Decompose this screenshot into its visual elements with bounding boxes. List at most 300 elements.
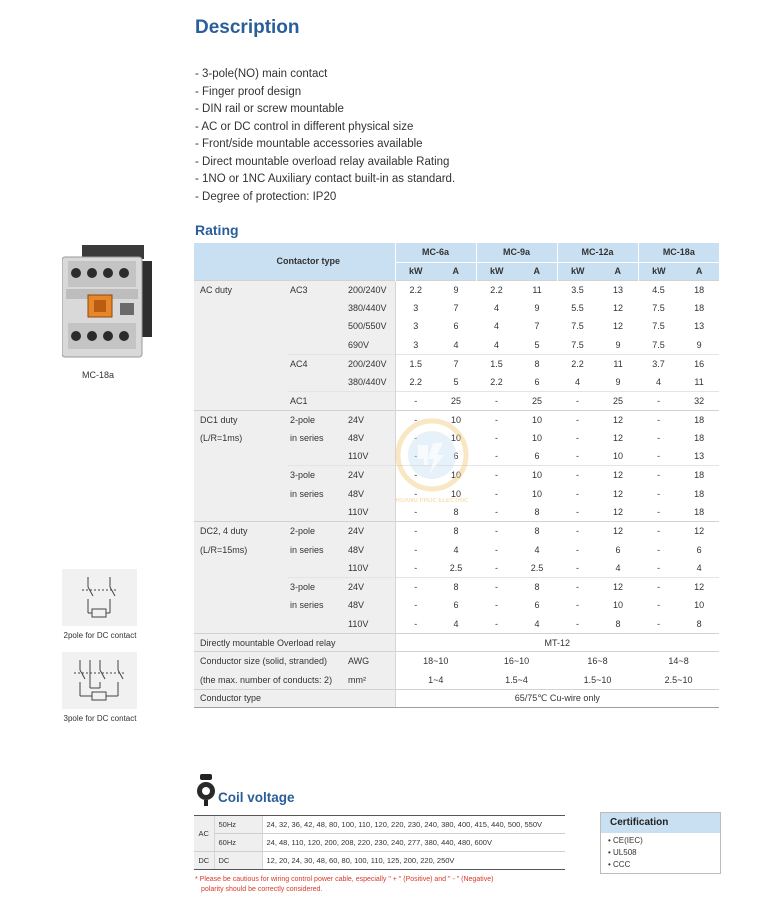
rating-value-cell: - [576, 433, 580, 444]
rating-value-cell: 2.2 [476, 280, 517, 299]
rating-value-cell: 4 [494, 339, 500, 350]
unit-a-header: A [517, 262, 557, 280]
conductor-size-value: 16~10 [476, 652, 557, 671]
rating-value-cell: 3 [395, 299, 436, 318]
rating-value-cell: - [395, 522, 436, 541]
certification-item: • UL508 [608, 848, 637, 857]
rating-value-cell: - [495, 488, 499, 499]
description-item: - Degree of protection: IP20 [195, 190, 337, 203]
category-cell: in series [288, 540, 346, 559]
conductor-size-label: Conductor size (solid, stranded) [194, 652, 346, 671]
rating-value-cell: 18 [694, 488, 705, 499]
description-item: - 3-pole(NO) main contact [195, 68, 328, 80]
rating-value-cell: 12 [613, 433, 624, 444]
rating-value-cell: - [657, 600, 661, 611]
voltage-cell: 24V [346, 578, 395, 597]
rating-value-cell: 7 [436, 354, 476, 373]
rating-row [194, 299, 719, 318]
description-list [195, 66, 455, 206]
conductor-type-label: Conductor type [194, 689, 395, 708]
rating-value-cell: 8 [453, 507, 459, 518]
caution-line: * Please be cautious for wiring control power cable, especially " + " (Positive) and " - " (Negative) [195, 876, 494, 883]
category-cell [288, 503, 346, 522]
rating-value-cell: - [395, 392, 436, 411]
caution-line: polarity should be correctly considered. [201, 885, 323, 893]
rating-value-cell: 5 [453, 377, 459, 388]
rating-value-cell: 4 [494, 321, 500, 332]
duty-cell [194, 466, 288, 485]
rating-value-cell: - [495, 451, 499, 462]
rating-value-cell: - [495, 507, 499, 518]
description-title: Description [195, 17, 300, 38]
voltage-cell: 48V [346, 429, 395, 448]
rating-value-cell: 8 [436, 522, 476, 541]
rating-value-cell: - [557, 410, 598, 429]
rating-row [194, 596, 719, 615]
rating-value-cell: 18 [679, 466, 719, 485]
rating-value-cell: - [395, 540, 436, 559]
rating-value-cell: 12 [679, 578, 719, 597]
rating-value-cell: - [557, 392, 598, 411]
unit-kw-header: kW [557, 262, 598, 280]
voltage-cell: 110V [346, 615, 395, 634]
rating-value-cell: 13 [694, 321, 705, 332]
rating-row [194, 410, 719, 429]
rating-value-cell: 11 [598, 354, 638, 373]
duty-cell [194, 559, 288, 578]
rating-value-cell: 6 [453, 451, 459, 462]
rating-value-cell: 2.2 [395, 280, 436, 299]
rating-value-cell: - [476, 522, 517, 541]
rating-row [194, 466, 719, 485]
rating-value-cell: 11 [517, 280, 557, 299]
rating-value-cell: 10 [517, 466, 557, 485]
rating-value-cell: - [657, 507, 661, 518]
rating-value-cell: 10 [613, 600, 624, 611]
rating-value-cell: - [476, 392, 517, 411]
rating-value-cell: - [395, 596, 436, 615]
duty-cell [194, 336, 288, 355]
rating-value-cell: 4 [696, 562, 702, 573]
rating-value-cell: - [495, 618, 499, 629]
rating-value-cell: - [576, 618, 580, 629]
rating-value-cell: 12 [613, 488, 624, 499]
rating-value-cell: - [657, 433, 661, 444]
category-cell [288, 317, 346, 336]
coil-frequency: DC [214, 852, 262, 870]
rating-value-cell: 12 [613, 302, 624, 313]
rating-value-cell: - [395, 503, 436, 522]
coil-row [194, 834, 565, 852]
category-cell: in series [288, 485, 346, 504]
rating-value-cell: 11 [694, 377, 704, 388]
rating-row [194, 429, 719, 448]
rating-value-cell: 7.5 [652, 302, 665, 313]
voltage-cell: 380/440V [346, 373, 395, 392]
voltage-cell: 48V [346, 540, 395, 559]
rating-value-cell: - [657, 618, 661, 629]
conductor-size-mm2-row [194, 670, 719, 689]
rating-value-cell: 4 [494, 302, 500, 313]
voltage-cell: 24V [346, 410, 395, 429]
category-cell: AC3 [288, 280, 346, 299]
duty-cell: AC duty [194, 280, 288, 299]
conductor-size-value: 14~8 [638, 652, 719, 671]
rating-title: Rating [195, 222, 239, 238]
rating-value-cell: 18 [694, 302, 705, 313]
conductor-type-row [194, 689, 719, 708]
rating-row [194, 373, 719, 392]
voltage-cell: 24V [346, 466, 395, 485]
rating-value-cell: - [395, 559, 436, 578]
rating-value-cell: 4 [615, 562, 621, 573]
rating-value-cell: 2.2 [557, 354, 598, 373]
rating-value-cell: - [638, 410, 679, 429]
rating-value-cell: - [395, 447, 436, 466]
coil-voltages: 12, 20, 24, 30, 48, 60, 80, 100, 110, 125, 200, 220, 250V [262, 852, 565, 870]
rating-value-cell: 3 [395, 317, 436, 336]
rating-value-cell: 16 [679, 354, 719, 373]
rating-value-cell: 9 [615, 377, 621, 388]
rating-value-cell: 25 [436, 392, 476, 411]
model-header: MC-6a [395, 243, 476, 262]
rating-value-cell: 6 [534, 377, 540, 388]
rating-value-cell: - [476, 466, 517, 485]
rating-value-cell: 2.2 [395, 373, 436, 392]
rating-value-cell: 7.5 [571, 339, 584, 350]
category-cell: 3-pole [288, 466, 346, 485]
rating-value-cell: 6 [534, 600, 540, 611]
category-cell: 2-pole [288, 410, 346, 429]
rating-value-cell: 4 [575, 377, 581, 388]
rating-value-cell: - [557, 578, 598, 597]
coil-voltage-table [194, 815, 565, 870]
rating-row [194, 447, 719, 466]
rating-row [194, 317, 719, 336]
category-cell [288, 615, 346, 634]
rating-value-cell: 25 [517, 392, 557, 411]
rating-value-cell: 18 [694, 507, 705, 518]
rating-row [194, 615, 719, 634]
contactor-type-header: Contactor type [194, 243, 395, 280]
model-header: MC-12a [557, 243, 638, 262]
rating-value-cell: - [495, 562, 499, 573]
conductor-size-unit: mm² [346, 670, 395, 689]
coil-voltage-title: Coil voltage [218, 790, 295, 805]
voltage-cell: 110V [346, 447, 395, 466]
overload-relay-value: MT-12 [395, 633, 719, 652]
rating-value-cell: 5.5 [571, 302, 584, 313]
unit-a-header: A [679, 262, 719, 280]
rating-value-cell: 1.5 [476, 354, 517, 373]
rating-value-cell: 7.5 [652, 321, 665, 332]
duty-cell [194, 578, 288, 597]
watermark-text: HOANG PHUC ELECTRIC [395, 498, 469, 504]
category-cell: in series [288, 596, 346, 615]
rating-value-cell: - [557, 522, 598, 541]
coil-icon [195, 773, 217, 807]
rating-value-cell: 8 [534, 507, 540, 518]
rating-value-cell: - [495, 600, 499, 611]
category-cell [288, 373, 346, 392]
rating-value-cell: 9 [696, 339, 702, 350]
rating-value-cell: - [395, 466, 436, 485]
category-cell: in series [288, 429, 346, 448]
rating-value-cell: 12 [598, 410, 638, 429]
voltage-cell: 380/440V [346, 299, 395, 318]
rating-value-cell: 10 [694, 600, 705, 611]
rating-header-row [194, 243, 719, 262]
rating-value-cell: 4 [534, 544, 540, 555]
rating-table [194, 243, 719, 708]
rating-value-cell: 4 [534, 618, 540, 629]
rating-value-cell: 10 [613, 451, 624, 462]
conductor-size-value: 1.5~4 [505, 674, 528, 685]
rating-value-cell: 18 [694, 433, 705, 444]
duty-cell: (L/R=15ms) [194, 540, 288, 559]
diagram-caption-2pole: 2pole for DC contact [63, 631, 137, 640]
category-cell [288, 559, 346, 578]
rating-value-cell: 4 [656, 377, 662, 388]
duty-cell: DC1 duty [194, 410, 288, 429]
rating-value-cell: - [657, 488, 661, 499]
duty-cell [194, 503, 288, 522]
category-cell: 3-pole [288, 578, 346, 597]
rating-value-cell: - [576, 507, 580, 518]
description-item: - Finger proof design [195, 85, 302, 98]
rating-value-cell: 18 [679, 280, 719, 299]
model-header: MC-9a [476, 243, 557, 262]
description-item: - AC or DC control in different physical size [195, 120, 414, 133]
duty-cell [194, 373, 288, 392]
rating-value-cell: 10 [451, 488, 462, 499]
conductor-size-value: 1~4 [395, 670, 476, 689]
rating-value-cell: - [576, 600, 580, 611]
rating-value-cell: 9 [615, 339, 621, 350]
category-cell [288, 336, 346, 355]
overload-relay-row [194, 633, 719, 652]
rating-value-cell: 13 [694, 451, 705, 462]
rating-row [194, 559, 719, 578]
rating-value-cell: 6 [453, 600, 459, 611]
rating-row [194, 522, 719, 541]
rating-value-cell: - [638, 392, 679, 411]
duty-cell: DC2, 4 duty [194, 522, 288, 541]
rating-row [194, 392, 719, 411]
rating-value-cell: 12 [679, 522, 719, 541]
voltage-cell: 24V [346, 522, 395, 541]
rating-value-cell: 18 [679, 410, 719, 429]
certification-item: • CCC [608, 860, 631, 869]
wiring-caution-note [195, 875, 493, 894]
duty-cell [194, 596, 288, 615]
rating-value-cell: 6 [534, 451, 540, 462]
rating-value-cell: 3 [395, 336, 436, 355]
rating-value-cell: 13 [598, 280, 638, 299]
rating-value-cell: - [576, 488, 580, 499]
coil-row [194, 816, 565, 834]
rating-value-cell: - [576, 451, 580, 462]
rating-value-cell: 32 [679, 392, 719, 411]
product-photo-caption: MC-18a [81, 370, 114, 380]
rating-value-cell: 12 [598, 578, 638, 597]
duty-cell [194, 317, 288, 336]
certification-title: Certification [601, 813, 720, 833]
contactor-product-image [62, 243, 154, 361]
rating-row [194, 354, 719, 373]
conductor-size-value: 1.5~10 [583, 674, 612, 685]
rating-value-cell: - [638, 522, 679, 541]
rating-value-cell: 10 [532, 488, 543, 499]
description-item: - 1NO or 1NC Auxiliary contact built-in as standard. [195, 173, 456, 185]
rating-row [194, 280, 719, 299]
rating-value-cell: 8 [517, 522, 557, 541]
rating-value-cell: 4 [453, 339, 459, 350]
certification-list [601, 833, 720, 871]
voltage-cell: 200/240V [346, 280, 395, 299]
rating-value-cell: 6 [615, 544, 621, 555]
rating-value-cell: 8 [436, 578, 476, 597]
conductor-size-value: 2.5~10 [664, 674, 693, 685]
diagram-caption-3pole: 3pole for DC contact [63, 714, 137, 723]
rating-value-cell: - [395, 429, 436, 448]
rating-value-cell: - [395, 410, 436, 429]
rating-value-cell: 4.5 [638, 280, 679, 299]
rating-value-cell: 8 [696, 618, 702, 629]
rating-value-cell: 10 [436, 410, 476, 429]
coil-row [194, 852, 565, 870]
duty-cell [194, 392, 288, 411]
coil-group-ac: AC [194, 816, 214, 852]
rating-value-cell: 2.5 [530, 562, 544, 573]
rating-value-cell: 12 [613, 507, 624, 518]
description-item: - Direct mountable overload relay available Rating [195, 155, 450, 168]
voltage-cell: 48V [346, 596, 395, 615]
rating-value-cell: - [495, 544, 499, 555]
duty-cell [194, 447, 288, 466]
rating-value-cell: - [657, 544, 661, 555]
voltage-cell: 110V [346, 559, 395, 578]
rating-value-cell: - [476, 410, 517, 429]
rating-value-cell: 3.5 [557, 280, 598, 299]
rating-row [194, 336, 719, 355]
rating-value-cell: - [576, 544, 580, 555]
rating-value-cell: - [638, 466, 679, 485]
rating-value-cell: - [657, 451, 661, 462]
voltage-cell: 48V [346, 485, 395, 504]
rating-value-cell: 8 [517, 578, 557, 597]
rating-value-cell: - [495, 433, 499, 444]
rating-value-cell: 12 [613, 321, 624, 332]
voltage-cell: 110V [346, 503, 395, 522]
coil-voltages: 24, 32, 36, 42, 48, 80, 100, 110, 120, 220, 230, 240, 380, 400, 415, 440, 500, 550V [262, 816, 565, 834]
coil-voltages: 24, 48, 110, 120, 200, 208, 220, 230, 240, 277, 380, 440, 480, 600V [262, 834, 565, 852]
rating-value-cell: - [657, 562, 661, 573]
category-cell: AC4 [288, 354, 346, 373]
rating-value-cell: 12 [598, 466, 638, 485]
conductor-size-awg-row [194, 652, 719, 671]
rating-row [194, 578, 719, 597]
rating-value-cell: 2.5 [449, 562, 463, 573]
rating-row [194, 540, 719, 559]
conductor-size-value: 16~8 [557, 652, 638, 671]
rating-value-cell: 10 [436, 466, 476, 485]
rating-value-cell: 9 [534, 302, 540, 313]
conductor-size-value: 18~10 [395, 652, 476, 671]
category-cell: AC1 [288, 392, 346, 411]
rating-value-cell: 10 [451, 433, 462, 444]
rating-value-cell: 6 [453, 321, 459, 332]
rating-row [194, 503, 719, 522]
rating-value-cell: 6 [696, 544, 702, 555]
conductor-size-note: (the max. number of conducts: 2) [194, 670, 346, 689]
unit-kw-header: kW [395, 262, 436, 280]
rating-value-cell: 8 [615, 618, 621, 629]
rating-value-cell: - [638, 578, 679, 597]
description-item: - DIN rail or screw mountable [195, 103, 344, 115]
rating-value-cell: 7.5 [652, 339, 665, 350]
duty-cell [194, 615, 288, 634]
rating-value-cell: 10 [517, 410, 557, 429]
unit-kw-header: kW [638, 262, 679, 280]
rating-value-cell: 10 [532, 433, 543, 444]
rating-value-cell: 4 [453, 618, 459, 629]
certification-item: • CE(IEC) [608, 836, 643, 845]
overload-relay-label: Directly mountable Overload relay [194, 633, 395, 652]
model-header: MC-18a [638, 243, 719, 262]
rating-value-cell: 9 [436, 280, 476, 299]
rating-value-cell: - [576, 562, 580, 573]
rating-value-cell: 4 [453, 544, 459, 555]
duty-cell [194, 354, 288, 373]
description-item: - Front/side mountable accessories available [195, 138, 423, 150]
conductor-size-unit: AWG [346, 652, 395, 671]
rating-value-cell: - [395, 578, 436, 597]
conductor-type-value: 65/75℃ Cu-wire only [395, 689, 719, 708]
voltage-cell: 690V [346, 336, 395, 355]
rating-value-cell: 8 [517, 354, 557, 373]
certification-box [600, 812, 721, 874]
coil-frequency: 50Hz [214, 816, 262, 834]
rating-value-cell: 12 [598, 522, 638, 541]
rating-value-cell: 7.5 [571, 321, 584, 332]
rating-value-cell: 7 [534, 321, 540, 332]
rating-value-cell: - [557, 466, 598, 485]
3pole-dc-wiring-diagram [62, 652, 137, 709]
rating-value-cell: 3.7 [638, 354, 679, 373]
category-cell: 2-pole [288, 522, 346, 541]
rating-value-cell: 5 [534, 339, 540, 350]
coil-group-dc: DC [194, 852, 214, 870]
duty-cell: (L/R=1ms) [194, 429, 288, 448]
rating-value-cell: - [395, 485, 436, 504]
duty-cell [194, 485, 288, 504]
duty-cell [194, 299, 288, 318]
voltage-cell: 200/240V [346, 354, 395, 373]
unit-a-header: A [436, 262, 476, 280]
coil-frequency: 60Hz [214, 834, 262, 852]
rating-row [194, 485, 719, 504]
voltage-cell [346, 392, 395, 411]
rating-value-cell: 2.2 [490, 377, 503, 388]
unit-kw-header: kW [476, 262, 517, 280]
category-cell [288, 447, 346, 466]
voltage-cell: 500/550V [346, 317, 395, 336]
rating-value-cell: 7 [453, 302, 459, 313]
category-cell [288, 299, 346, 318]
rating-value-cell: - [395, 615, 436, 634]
unit-a-header: A [598, 262, 638, 280]
